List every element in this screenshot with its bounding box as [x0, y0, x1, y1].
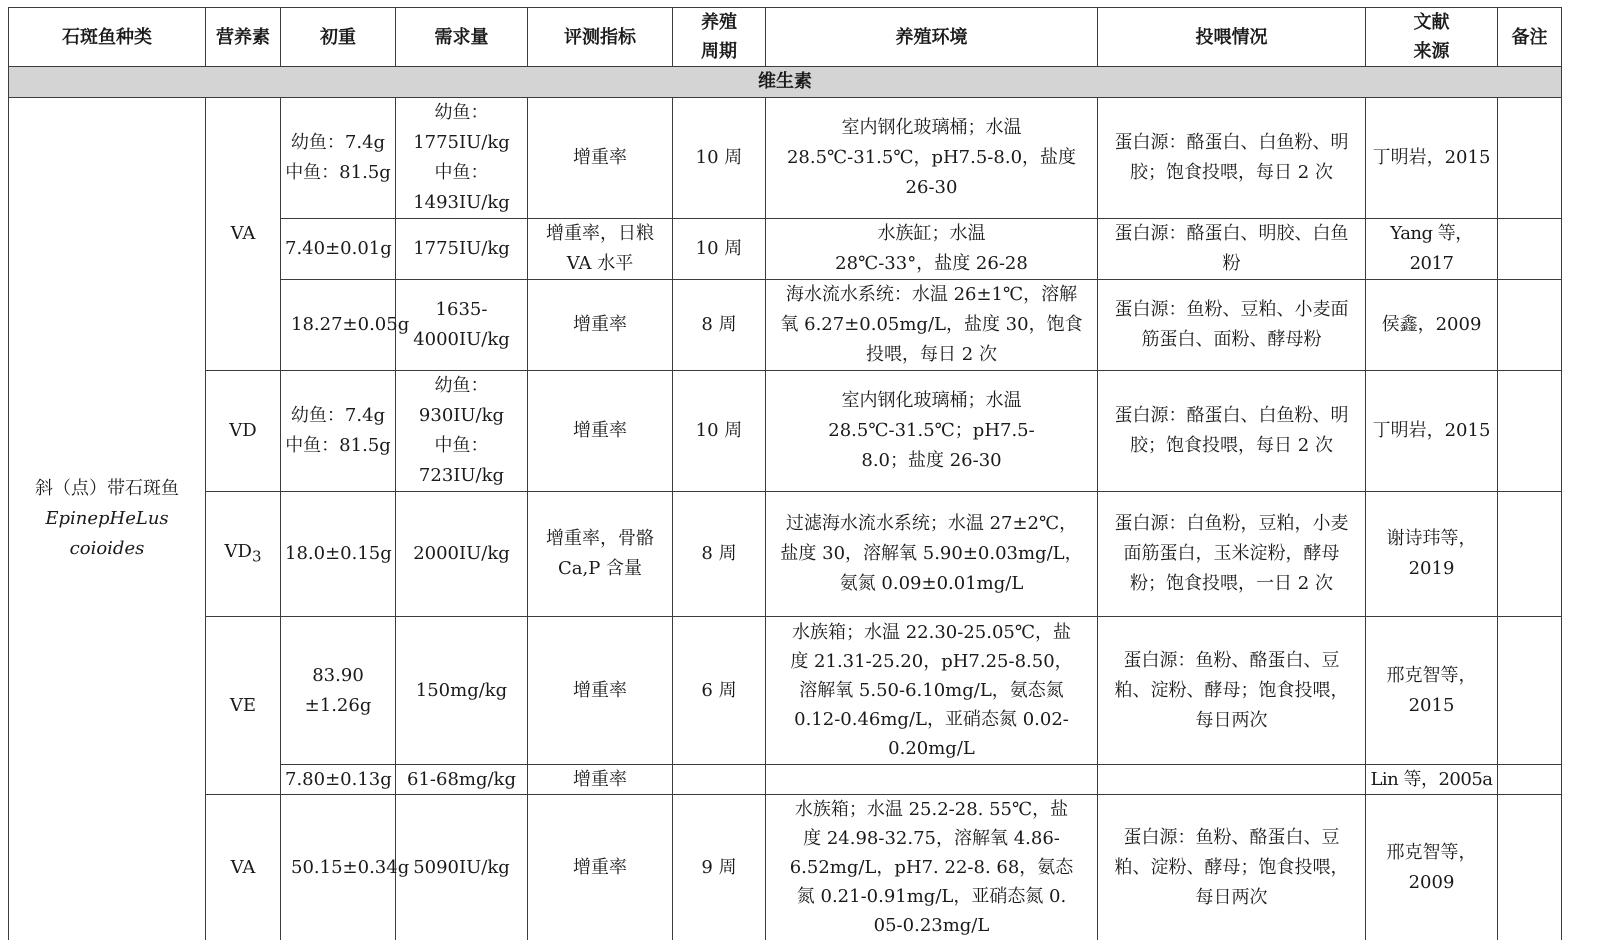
period-cell: 8 周: [673, 492, 766, 617]
header-requirement: 需求量: [396, 8, 528, 67]
period-cell: 9 周: [673, 795, 766, 941]
environment-cell: [766, 765, 1098, 795]
indicator-cell: 增重率，骨骼 Ca,P 含量: [528, 492, 673, 617]
period-cell: 8 周: [673, 280, 766, 371]
environment-cell: 水族缸；水温 28℃-33°，盐度 26-28: [766, 219, 1098, 280]
requirement-cell: 61-68mg/kg: [396, 765, 528, 795]
environment-cell: 水族箱；水温 22.30-25.05℃，盐度 21.31-25.20，pH7.25-8.50，溶解氧 5.50-6.10mg/L，氨态氮 0.12-0.46mg/L，亚硝态氮 0.02-0.20mg/L: [766, 617, 1098, 765]
nutrient-cell: VA: [206, 98, 281, 371]
header-source: 文献来源: [1366, 8, 1498, 67]
environment-cell: 海水流水系统：水温 26±1℃，溶解氧 6.27±0.05mg/L，盐度 30，饱食投喂，每日 2 次: [766, 280, 1098, 371]
nutrient-cell: VA: [206, 795, 281, 941]
nutrient-cell: VE: [206, 617, 281, 795]
feeding-cell: 蛋白源：鱼粉、酪蛋白、豆粕、淀粉、酵母；饱食投喂，每日两次: [1098, 617, 1366, 765]
notes-cell: [1498, 280, 1562, 371]
table-row: [9, 795, 1562, 941]
feeding-cell: 蛋白源：酪蛋白、明胶、白鱼粉: [1098, 219, 1366, 280]
species-name-latin-epithet: coioides: [69, 538, 145, 559]
weight-cell: 7.40±0.01g: [281, 219, 396, 280]
requirement-cell: 1635-4000IU/kg: [396, 280, 528, 371]
environment-cell: 水族箱；水温 25.2-28. 55℃，盐度 24.98-32.75，溶解氧 4.86-6.52mg/L，pH7. 22-8. 68，氨态氮 0.21-0.91mg/L，亚硝态氮 0. 05-0.23mg/L: [766, 795, 1098, 941]
header-notes: 备注: [1498, 8, 1562, 67]
weight-cell: 7.80±0.13g: [281, 765, 396, 795]
source-cell: 侯鑫，2009: [1366, 280, 1498, 371]
weight-cell: 幼鱼：7.4g 中鱼：81.5g: [281, 98, 396, 219]
period-cell: [673, 765, 766, 795]
environment-cell: 过滤海水流水系统；水温 27±2℃，盐度 30，溶解氧 5.90±0.03mg/L，氨氮 0.09±0.01mg/L: [766, 492, 1098, 617]
feeding-cell: 蛋白源：白鱼粉，豆粕，小麦面筋蛋白，玉米淀粉，酵母粉；饱食投喂，一日 2 次: [1098, 492, 1366, 617]
indicator-cell: 增重率: [528, 98, 673, 219]
indicator-cell: 增重率: [528, 765, 673, 795]
header-initial-weight: 初重: [281, 8, 396, 67]
source-cell: Yang 等，2017: [1366, 219, 1498, 280]
notes-cell: [1498, 371, 1562, 492]
source-cell: 谢诗玮等，2019: [1366, 492, 1498, 617]
notes-cell: [1498, 765, 1562, 795]
period-cell: 6 周: [673, 617, 766, 765]
weight-cell: 18.0±0.15g: [281, 492, 396, 617]
species-name-cn: 斜（点）带石斑鱼: [35, 478, 179, 499]
nutrient-subscript: 3: [251, 547, 262, 566]
period-cell: 10 周: [673, 371, 766, 492]
table-row: [9, 492, 1562, 617]
weight-cell: 幼鱼：7.4g 中鱼：81.5g: [281, 371, 396, 492]
header-indicator: 评测指标: [528, 8, 673, 67]
header-feeding: 投喂情况: [1098, 8, 1366, 67]
weight-cell: 50.15±0.34g: [281, 795, 396, 941]
table-row: [9, 98, 1562, 219]
table-row: [9, 371, 1562, 492]
requirement-cell: 5090IU/kg: [396, 795, 528, 941]
notes-cell: [1498, 795, 1562, 941]
period-cell: 10 周: [673, 219, 766, 280]
indicator-cell: 增重率: [528, 371, 673, 492]
nutrition-requirement-table: [8, 7, 1562, 940]
feeding-cell: 蛋白源：鱼粉、豆粕、小麦面筋蛋白、面粉、酵母粉: [1098, 280, 1366, 371]
header-period: 养殖周期: [673, 8, 766, 67]
source-cell: 邢克智等，2015: [1366, 617, 1498, 765]
source-cell: Lin 等，2005a: [1366, 765, 1498, 795]
source-cell: 邢克智等，2009: [1366, 795, 1498, 941]
nutrient-base: VD: [224, 540, 252, 562]
header-row: [9, 8, 1562, 67]
notes-cell: [1498, 492, 1562, 617]
requirement-cell: 150mg/kg: [396, 617, 528, 765]
feeding-cell: 蛋白源：鱼粉、酪蛋白、豆粕、淀粉、酵母；饱食投喂，每日两次: [1098, 795, 1366, 941]
nutrient-cell: VD: [206, 371, 281, 492]
requirement-cell: 1775IU/kg: [396, 219, 528, 280]
header-species: 石斑鱼种类: [9, 8, 206, 67]
requirement-cell: 2000IU/kg: [396, 492, 528, 617]
header-environment: 养殖环境: [766, 8, 1098, 67]
species-name-latin-genus: EpinepHeLus: [45, 508, 169, 529]
weight-cell: 18.27±0.05g: [281, 280, 396, 371]
indicator-cell: 增重率: [528, 795, 673, 941]
notes-cell: [1498, 219, 1562, 280]
requirement-cell: 幼鱼：1775IU/kg 中鱼：1493IU/kg: [396, 98, 528, 219]
feeding-cell: 蛋白源：酪蛋白、白鱼粉、明胶；饱食投喂，每日 2 次: [1098, 371, 1366, 492]
section-row: [9, 67, 1562, 98]
environment-cell: 室内钢化玻璃桶；水温 28.5℃-31.5℃，pH7.5-8.0，盐度 26-30: [766, 98, 1098, 219]
species-cell: [9, 98, 206, 941]
indicator-cell: 增重率，日粮 VA 水平: [528, 219, 673, 280]
feeding-cell: 蛋白源：酪蛋白、白鱼粉、明胶；饱食投喂，每日 2 次: [1098, 98, 1366, 219]
feeding-cell: [1098, 765, 1366, 795]
table-row: [9, 617, 1562, 765]
source-cell: 丁明岩，2015: [1366, 98, 1498, 219]
notes-cell: [1498, 98, 1562, 219]
notes-cell: [1498, 617, 1562, 765]
environment-cell: 室内钢化玻璃桶；水温 28.5℃-31.5℃；pH7.5-8.0；盐度 26-30: [766, 371, 1098, 492]
header-nutrient: 营养素: [206, 8, 281, 67]
weight-cell: 83.90 ±1.26g: [281, 617, 396, 765]
source-cell: 丁明岩，2015: [1366, 371, 1498, 492]
nutrient-cell: [206, 492, 281, 617]
period-cell: 10 周: [673, 98, 766, 219]
section-title: 维生素: [9, 67, 1562, 98]
indicator-cell: 增重率: [528, 280, 673, 371]
requirement-cell: 幼鱼：930IU/kg 中鱼：723IU/kg: [396, 371, 528, 492]
indicator-cell: 增重率: [528, 617, 673, 765]
